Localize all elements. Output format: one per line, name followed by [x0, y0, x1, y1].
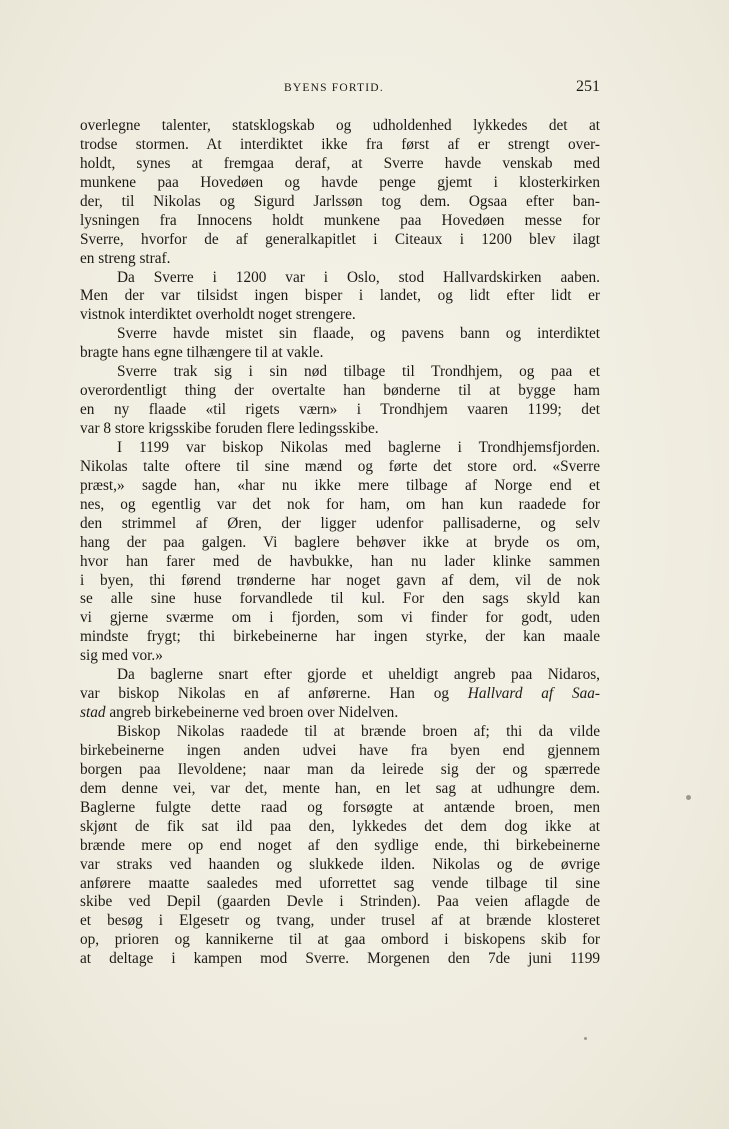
text-line: Baglerne fulgte dette raad og forsøgte at antænde broen, men: [80, 798, 600, 816]
text-line: var straks ved haanden og slukkede ilden. Nikolas og de øvrige: [80, 855, 600, 873]
text-line: brænde mere op end noget af den sydlige ende, thi birkebeinerne: [80, 836, 600, 854]
text-line-mixed: [80, 704, 600, 723]
text-line: op, prioren og kannikerne til at gaa ombord i biskopens skib for: [80, 931, 600, 949]
italic-name: Hallvard af Saa-: [467, 685, 600, 703]
text-line: I 1199 var biskop Nikolas med baglerne i Trondhjemsfjorden.: [117, 438, 600, 456]
text-line: et besøg i Elgesetr og tvang, under trusel af at brænde klosteret: [80, 912, 600, 930]
paper-speck-decoration: [584, 1037, 587, 1040]
text-line: Da baglerne snart efter gjorde et uheldigt angreb paa Nidaros,: [117, 666, 600, 684]
text-line: at deltage i kampen mod Sverre. Morgenen den 7de juni 1199: [80, 950, 600, 968]
text-line: bragte hans egne tilhængere til at vakle.: [80, 344, 324, 362]
text-line-mixed: [80, 685, 600, 704]
text-line: skjønt de fik sat ild paa den, lykkedes det dem dog ikke at: [80, 817, 600, 835]
text-fragment: angreb birkebeinerne ved broen over Nidelven.: [109, 704, 399, 722]
text-line: der, til Nikolas og Sigurd Jarlssøn tog dem. Ogsaa efter ban-: [80, 192, 600, 210]
text-line: skibe ved Depil (gaarden Devle i Strinden). Paa veien aflagde de: [80, 893, 600, 911]
running-title: BYENS FORTID.: [284, 82, 384, 94]
text-line: præst,» sagde han, «har nu ikke mere tilbage af Norge end et: [80, 476, 600, 494]
text-line: en ny flaade «til rigets værn» i Trondhjem vaaren 1199; det: [80, 401, 600, 419]
text-line: hvor han farer med de havbukke, han nu lader klinke sammen: [80, 552, 600, 570]
text-line: Men der var tilsidst ingen bisper i landet, og lidt efter lidt er: [80, 287, 600, 305]
text-line: Biskop Nikolas raadede til at brænde broen af; thi da vilde: [117, 723, 600, 740]
text-line: dem denne vei, var det, mente han, en let sag at udhungre dem.: [80, 779, 600, 797]
text-line: se alle sine huse forvandlede til kul. For den sags skyld kan: [80, 590, 600, 608]
text-line: mindste frygt; thi birkebeinerne har ingen styrke, der kan maale: [80, 628, 600, 646]
text-line: birkebeinerne ingen anden udvei have fra byen end gjennem: [80, 741, 600, 759]
body-text: [80, 117, 600, 969]
text-line: var 8 store krigsskibe foruden flere ledingsskibe.: [80, 420, 379, 437]
text-line: holdt, synes at fremgaa deraf, at Sverre havde venskab med: [80, 154, 600, 172]
text-line: en streng straf.: [80, 249, 171, 267]
page-number: 251: [576, 78, 600, 95]
text-line: vi gjerne sværme om i fjorden, som vi finder for godt, uden: [80, 609, 600, 627]
text-line: vistnok interdiktet overholdt noget strengere.: [80, 306, 356, 324]
text-line: lysningen fra Innocens holdt munkene paa Hovedøen messe for: [80, 211, 600, 229]
text-line: trodse stormen. At interdiktet ikke fra først af er strengt over-: [80, 135, 600, 153]
text-line: Nikolas talte oftere til sine mænd og førte det store ord. «Sverre: [80, 457, 600, 475]
text-fragment: var biskop Nikolas en af anførerne. Han og: [80, 685, 449, 703]
text-line: Da Sverre i 1200 var i Oslo, stod Hallvardskirken aaben.: [117, 268, 600, 286]
text-line: munkene paa Hovedøen og havde penge gjemt i klosterkirken: [80, 173, 600, 191]
text-line: hang der paa galgen. Vi baglere behøver ikke at bryde os om,: [80, 533, 600, 551]
text-line: den strimmel af Øren, der ligger udenfor pallisaderne, og selv: [80, 514, 600, 532]
page-header: [80, 78, 600, 100]
text-line: Sverre trak sig i sin nød tilbage til Trondhjem, og paa et: [117, 363, 600, 381]
text-line: sig med vor.»: [80, 647, 163, 665]
text-line: overlegne talenter, statsklogskab og udholdenhed lykkedes det at: [80, 117, 600, 134]
text-line: overordentligt thing der overtalte han bønderne til at bygge ham: [80, 382, 600, 400]
paper-speck-decoration: [686, 795, 691, 800]
text-line: borgen paa Ilevoldene; naar man da leirede sig der og spærrede: [80, 760, 600, 778]
text-line: Sverre, hvorfor de af generalkapitlet i Citeaux i 1200 blev ilagt: [80, 230, 600, 248]
text-line: i byen, thi førend trønderne har noget gavn af dem, vil de nok: [80, 571, 600, 589]
text-line: nes, og egentlig var det nok for ham, om han kun raadede for: [80, 495, 600, 513]
text-line: anførere maatte saaledes med uforrettet sag vende tilbage til sine: [80, 874, 600, 892]
text-line: Sverre havde mistet sin flaade, og pavens bann og interdiktet: [117, 325, 600, 343]
italic-name: stad: [80, 704, 106, 722]
